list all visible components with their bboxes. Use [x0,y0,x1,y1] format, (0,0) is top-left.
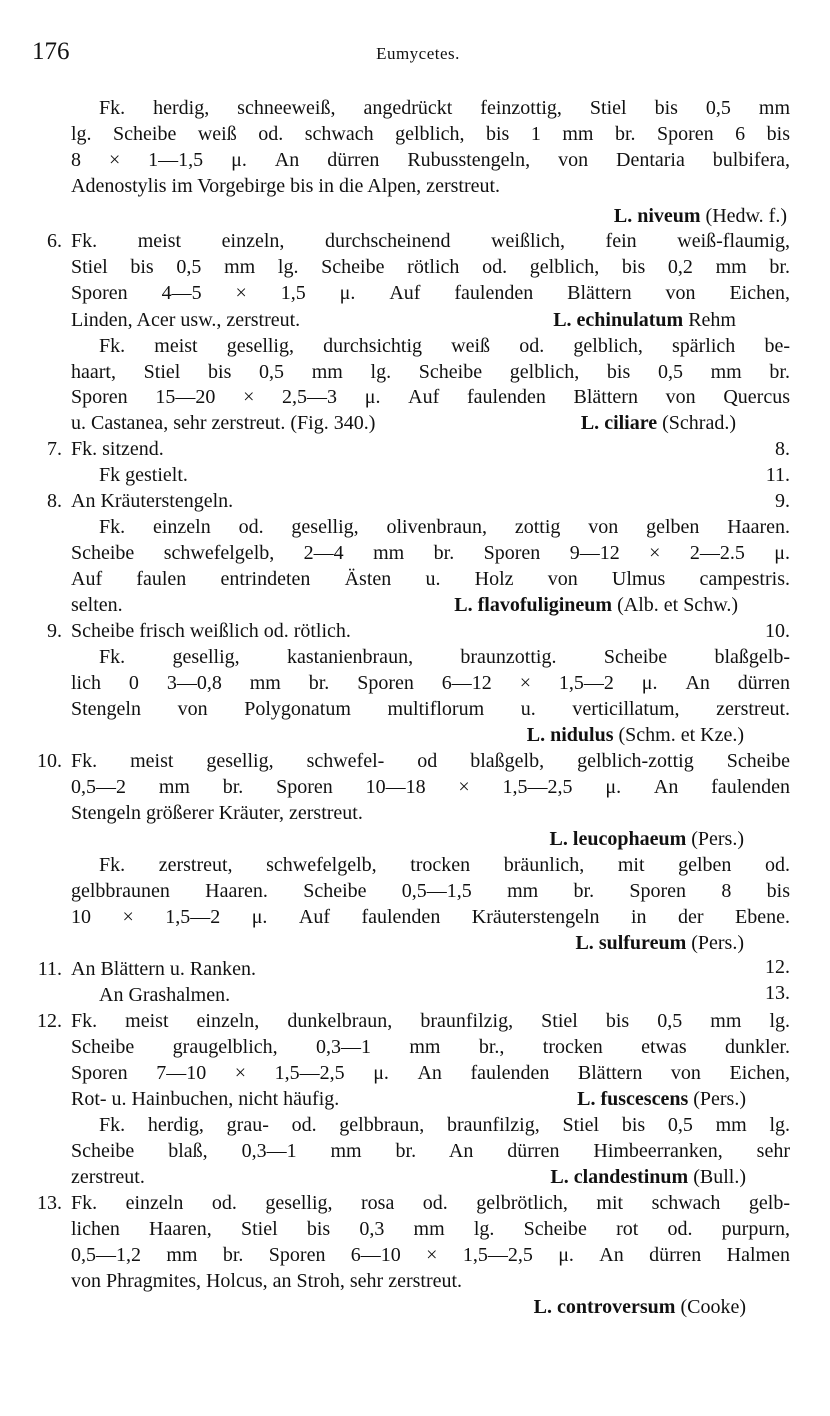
text-line: lichen Haaren, Stiel bis 0,3 mm lg. Scheibe rot od. purpurn, [71,1218,790,1240]
taxon-name [527,723,744,747]
text-line: Sporen 7—10 × 1,5—2,5 μ. An faulenden Blättern von Eichen, [71,1062,790,1084]
couplet-number: 7. [47,438,62,460]
taxon-author: (Hedw. f.) [705,205,787,227]
taxon-epithet: echinulatum [576,309,684,331]
couplet-reference: 13. [765,982,790,1004]
text-line: Fk. einzeln od. gesellig, olivenbraun, zottig von gelben Haaren. [99,516,790,538]
text-line: gelbbraunen Haaren. Scheibe 0,5—1,5 mm br. Sporen 8 bis [71,880,790,902]
text-line: Fk. zerstreut, schwefelgelb, trocken bräunlich, mit gelben od. [99,854,790,876]
taxon-author: (Pers.) [693,1088,746,1110]
taxon-author: (Bull.) [693,1166,746,1188]
taxon-author: (Schm. et Kze.) [618,724,744,746]
text-line: Stiel bis 0,5 mm lg. Scheibe rötlich od. gelblich, bis 0,2 mm br. [71,256,790,278]
text-line: Linden, Acer usw., zerstreut. [71,309,301,331]
taxon-author: Rehm [688,309,736,331]
couplet-number: 8. [47,490,62,512]
text-line: 0,5—1,2 mm br. Sporen 6—10 × 1,5—2,5 μ. An dürren Halmen [71,1244,790,1266]
page-header [32,38,804,68]
couplet-number: 9. [47,620,62,642]
taxon-epithet: niveum [637,205,701,227]
couplet-reference: 11. [765,464,790,486]
taxon-name [534,1295,746,1319]
couplet-number: 12. [37,1010,62,1032]
couplet-number: 13. [37,1192,62,1214]
taxon-genus: L. [613,205,633,227]
text-line: Fk. gesellig, kastanienbraun, braunzottig. Scheibe blaßgelb- [99,646,790,668]
page-number: 176 [32,38,70,65]
couplet-reference: 8. [775,438,790,460]
text-line: Fk. meist einzeln, durchscheinend weißlich, fein weiß-flaumig, [71,230,790,252]
taxon-author: (Schrad.) [662,412,736,434]
taxon-genus: L. [533,1296,552,1318]
text-line: Fk. herdig, schneeweiß, angedrückt feinzottig, Stiel bis 0,5 mm [99,97,790,119]
taxon-name [550,827,744,851]
text-line: u. Castanea, sehr zerstreut. (Fig. 340.) [71,412,376,434]
text-line: 8 × 1—1,5 μ. An dürren Rubusstengeln, von Dentaria bulbifera, [71,149,790,171]
text-line: lg. Scheibe weiß od. schwach gelblich, bis 1 mm br. Sporen 6 bis [71,123,790,145]
text-line: Rot- u. Hainbuchen, nicht häufig. [71,1088,340,1110]
taxon-epithet: flavofuligineum [477,594,613,616]
text-line: An Blättern u. Ranken. [71,958,256,980]
taxon-epithet: fuscescens [600,1088,689,1110]
text-line: lich 0 3—0,8 mm br. Sporen 6—12 × 1,5—2 μ. An dürren [71,672,790,694]
couplet-number: 10. [37,750,62,772]
taxon-genus: L. [580,412,600,434]
taxon-genus: L. [550,1166,569,1188]
text-line: An Kräuterstengeln. [71,490,234,512]
text-line: Fk. einzeln od. gesellig, rosa od. gelbrötlich, mit schwach gelb- [71,1192,790,1214]
taxon-author: (Pers.) [691,932,744,954]
text-line: Fk. sitzend. [71,438,164,460]
taxon-name [550,1165,746,1189]
text-line: Scheibe frisch weißlich od. rötlich. [71,620,351,642]
couplet-reference: 12. [765,956,790,978]
text-line: Scheibe graugelblich, 0,3—1 mm br., trocken etwas dunkler. [71,1036,790,1058]
text-line: Fk. herdig, grau- od. gelbbraun, braunfilzig, Stiel bis 0,5 mm lg. [99,1114,790,1136]
text-line: Fk. meist einzeln, dunkelbraun, braunfilzig, Stiel bis 0,5 mm lg. [71,1010,790,1032]
text-line: Adenostylis im Vorgebirge bis in die Alpen, zerstreut. [71,175,501,197]
text-line: An Grashalmen. [99,984,231,1006]
taxon-epithet: ciliare [604,412,658,434]
text-line: selten. [71,594,123,616]
text-line: Fk. meist gesellig, schwefel- od blaßgelb, gelblich-zottig Scheibe [71,750,790,772]
text-line: Sporen 4—5 × 1,5 μ. Auf faulenden Blättern von Eichen, [71,282,790,304]
couplet-number: 6. [47,230,62,252]
text-line: Scheibe blaß, 0,3—1 mm br. An dürren Himbeerranken, sehr [71,1140,790,1162]
taxon-author: (Pers.) [691,828,744,850]
taxon-epithet: clandestinum [573,1166,689,1188]
text-line: Stengeln größerer Kräuter, zerstreut. [71,802,363,824]
taxon-genus: L. [549,828,568,850]
text-line: 0,5—2 mm br. Sporen 10—18 × 1,5—2,5 μ. An faulenden [71,776,790,798]
taxon-name [454,593,738,617]
text-line: Stengeln von Polygonatum multiflorum u. verticillatum, zerstreut. [71,698,790,720]
text-line: haart, Stiel bis 0,5 mm lg. Scheibe gelblich, bis 0,5 mm br. [71,361,790,383]
taxon-epithet: leucophaeum [572,828,687,850]
taxon-epithet: sulfureum [598,932,687,954]
running-head: Eumycetes. [376,44,460,63]
taxon-name [577,1087,746,1111]
text-line: zerstreut. [71,1166,145,1188]
text-line: Auf faulen entrindeten Ästen u. Holz von Ulmus campestris. [71,568,790,590]
taxon-genus: L. [575,932,594,954]
taxon-author: (Cooke) [680,1296,746,1318]
taxon-author: (Alb. et Schw.) [617,594,738,616]
taxon-genus: L. [454,594,473,616]
couplet-number: 11. [37,958,62,980]
taxon-genus: L. [577,1088,596,1110]
taxon-epithet: nidulus [550,724,614,746]
text-line: Fk gestielt. [99,464,188,486]
couplet-reference: 9. [775,490,790,512]
couplet-reference: 10. [765,620,790,642]
text-line: von Phragmites, Holcus, an Stroh, sehr zerstreut. [71,1270,463,1292]
taxon-name [553,308,736,332]
taxon-name [575,931,744,955]
taxon-name [614,204,787,228]
taxon-epithet: controversum [556,1296,676,1318]
taxon-genus: L. [526,724,546,746]
text-line: Scheibe schwefelgelb, 2—4 mm br. Sporen 9—12 × 2—2.5 μ. [71,542,790,564]
text-line: Fk. meist gesellig, durchsichtig weiß od. gelblich, spärlich be- [99,335,790,357]
text-line: 10 × 1,5—2 μ. Auf faulenden Kräuterstengeln in der Ebene. [71,906,790,928]
taxon-genus: L. [553,309,572,331]
text-line: Sporen 15—20 × 2,5—3 μ. Auf faulenden Blättern von Quercus [71,386,790,408]
taxon-name [581,411,736,435]
